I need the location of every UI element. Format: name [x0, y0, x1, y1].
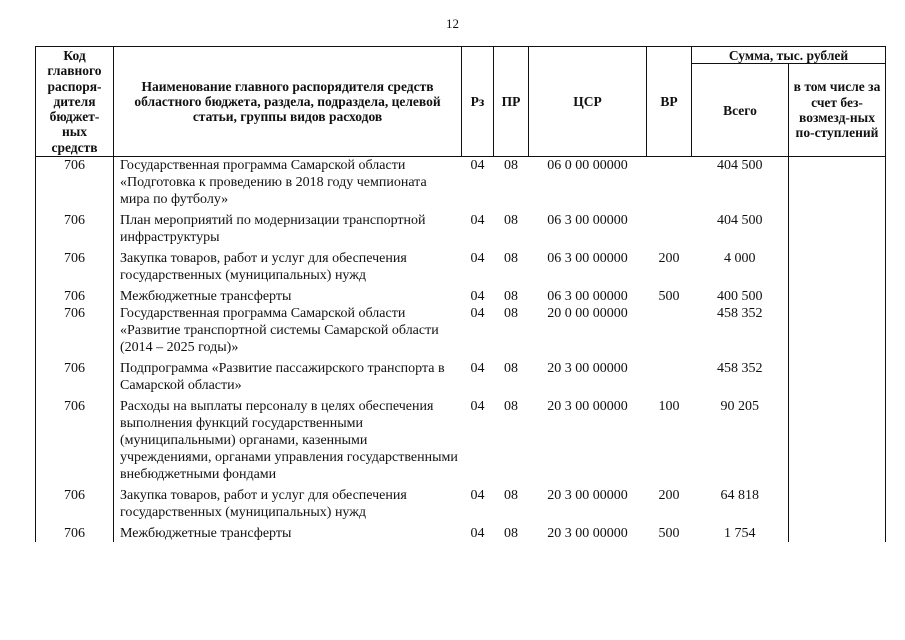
header-pr: ПР	[494, 47, 529, 157]
cell-code: 706	[36, 305, 114, 360]
cell-code: 706	[36, 288, 114, 305]
cell-pr: 08	[504, 526, 518, 542]
cell-free	[789, 360, 886, 398]
cell-rz: 04	[470, 526, 485, 542]
cell-rz: 04	[470, 289, 485, 305]
cell-pr: 08	[504, 213, 518, 229]
cell-pr: 08	[504, 361, 518, 377]
cell-csr: 20 3 00 00000	[547, 361, 628, 377]
cell-rz: 04	[470, 251, 485, 267]
cell-pr: 08	[504, 289, 518, 305]
cell-vr: 100	[658, 399, 680, 415]
table-row	[36, 398, 886, 487]
cell-name: Закупка товаров, работ и услуг для обеспечения государственных (муниципальных) нужд	[114, 487, 462, 525]
cell-name: План мероприятий по модернизации транспортной инфраструктуры	[114, 212, 462, 250]
table-header	[36, 47, 886, 157]
cell-csr: 20 3 00 00000	[547, 526, 628, 542]
cell-free	[789, 250, 886, 288]
table-row	[36, 212, 886, 250]
cell-rz: 04	[470, 158, 485, 174]
header-free: в том числе за счет без-возмезд-ных по-ступлений	[789, 64, 886, 157]
cell-free	[789, 305, 886, 360]
cell-csr: 20 0 00 00000	[547, 306, 628, 322]
cell-vr	[647, 360, 692, 398]
cell-free	[789, 487, 886, 525]
cell-pr: 08	[504, 306, 518, 322]
table-row	[36, 525, 886, 542]
cell-name: Закупка товаров, работ и услуг для обеспечения государственных (муниципальных) нужд	[114, 250, 462, 288]
cell-rz: 04	[470, 213, 485, 229]
header-name: Наименование главного распорядителя средств областного бюджета, раздела, подраздела, целевой статьи, группы видов расходов	[114, 47, 462, 157]
table-row	[36, 487, 886, 525]
cell-code: 706	[36, 360, 114, 398]
cell-csr: 20 3 00 00000	[547, 399, 628, 415]
table-row	[36, 157, 886, 213]
cell-total: 458 352	[717, 306, 763, 322]
cell-vr	[647, 212, 692, 250]
cell-free	[789, 525, 886, 542]
cell-code: 706	[36, 250, 114, 288]
cell-vr	[647, 157, 692, 213]
header-csr: ЦСР	[529, 47, 647, 157]
cell-rz: 04	[470, 399, 485, 415]
table-row	[36, 305, 886, 360]
cell-code: 706	[36, 212, 114, 250]
cell-free	[789, 212, 886, 250]
cell-name: Межбюджетные трансферты	[114, 288, 462, 305]
cell-free	[789, 398, 886, 487]
cell-vr: 200	[658, 488, 680, 504]
cell-total: 90 205	[720, 399, 759, 415]
header-code: Код главного распоря-дителя бюджет-ных средств	[36, 47, 114, 157]
cell-pr: 08	[504, 158, 518, 174]
cell-free	[789, 288, 886, 305]
cell-csr: 06 3 00 00000	[547, 251, 628, 267]
cell-name: Государственная программа Самарской области «Подготовка к проведению в 2018 году чемпионата мира по футболу»	[114, 157, 462, 213]
cell-code: 706	[36, 157, 114, 213]
cell-code: 706	[36, 525, 114, 542]
cell-free	[789, 157, 886, 213]
table-row	[36, 250, 886, 288]
cell-name: Государственная программа Самарской области «Развитие транспортной системы Самарской области (2014 – 2025 годы)»	[114, 305, 462, 360]
cell-rz: 04	[470, 488, 485, 504]
cell-rz: 04	[470, 306, 485, 322]
cell-total: 400 500	[717, 289, 763, 305]
header-rz: Рз	[462, 47, 494, 157]
header-total: Всего	[692, 64, 789, 157]
cell-csr: 06 3 00 00000	[547, 213, 628, 229]
cell-rz: 04	[470, 361, 485, 377]
cell-code: 706	[36, 487, 114, 525]
cell-vr: 500	[658, 526, 680, 542]
cell-total: 458 352	[717, 361, 763, 377]
table-row	[36, 288, 886, 305]
cell-name: Подпрограмма «Развитие пассажирского транспорта в Самарской области»	[114, 360, 462, 398]
cell-csr: 20 3 00 00000	[547, 488, 628, 504]
page-number: 12	[446, 16, 459, 31]
cell-vr: 200	[658, 251, 680, 267]
budget-table	[35, 46, 886, 542]
cell-pr: 08	[504, 251, 518, 267]
header-vr: ВР	[647, 47, 692, 157]
cell-vr: 500	[658, 289, 680, 305]
cell-pr: 08	[504, 399, 518, 415]
cell-code: 706	[36, 398, 114, 487]
cell-total: 64 818	[720, 488, 759, 504]
cell-total: 404 500	[717, 213, 763, 229]
cell-name: Расходы на выплаты персоналу в целях обеспечения выполнения функций государственными (муниципальными) органами, казенными учреждениями, органами управления государственными внебюджетными фондами	[114, 398, 462, 487]
cell-total: 1 754	[724, 526, 756, 542]
cell-total: 404 500	[717, 158, 763, 174]
cell-csr: 06 0 00 00000	[547, 158, 628, 174]
table-row	[36, 360, 886, 398]
cell-csr: 06 3 00 00000	[547, 289, 628, 305]
cell-total: 4 000	[724, 251, 756, 267]
cell-vr	[647, 305, 692, 360]
cell-name: Межбюджетные трансферты	[114, 525, 462, 542]
header-sum: Сумма, тыс. рублей	[692, 47, 886, 64]
cell-pr: 08	[504, 488, 518, 504]
